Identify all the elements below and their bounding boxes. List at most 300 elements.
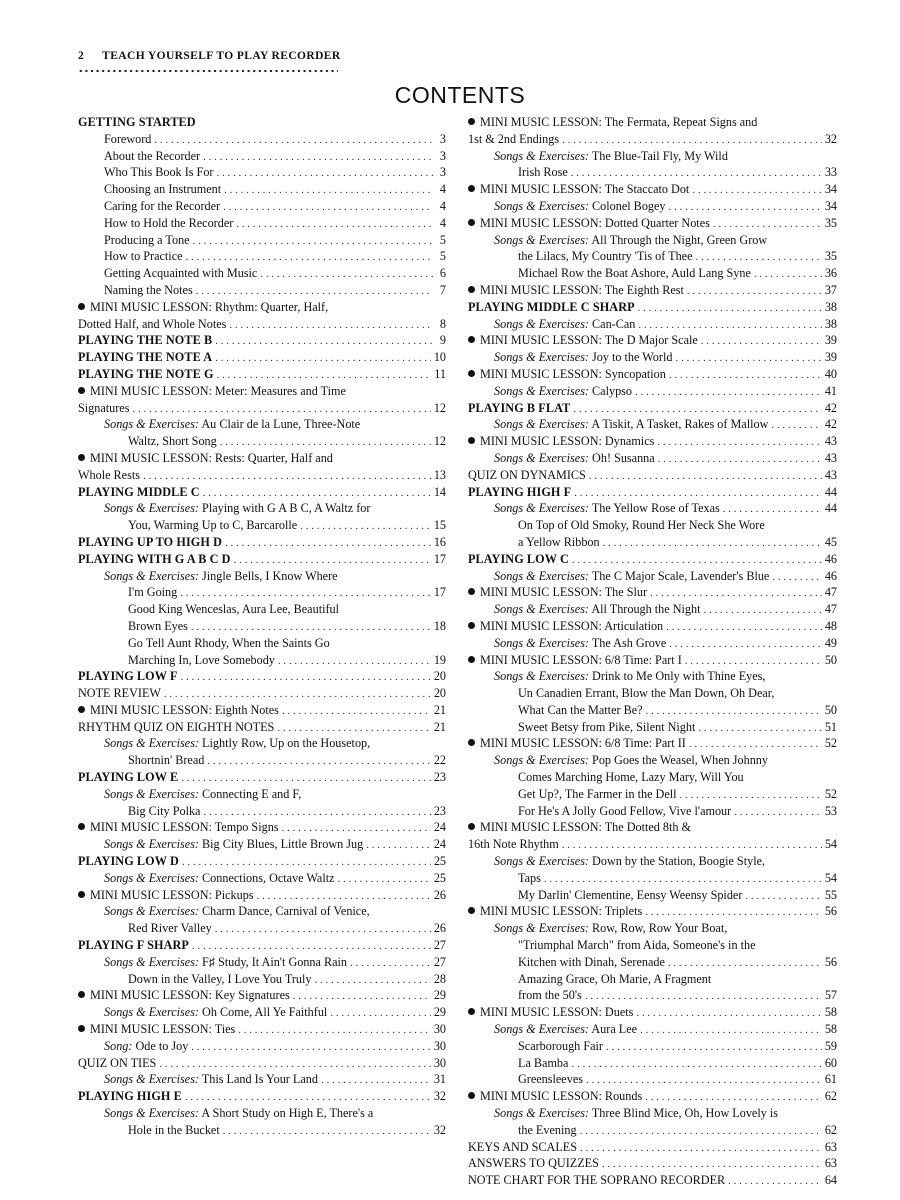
dot-leader [571,1056,821,1072]
toc-entry-title: MINI MUSIC LESSON: Dotted Quarter Notes [480,215,710,230]
toc-mini-lesson-entry [468,1088,837,1105]
toc-page-number: 15 [433,518,446,533]
toc-page-number: 39 [824,333,837,348]
toc-page-number: 19 [433,652,446,667]
toc-entry [78,232,446,249]
toc-entry-prefix: Songs & Exercises: [104,1005,199,1020]
toc-entry-prefix: Songs & Exercises: [494,501,589,516]
toc-mini-lesson-entry [468,735,837,752]
toc-page-number: 36 [824,266,837,281]
toc-entry [468,248,837,265]
toc-entry-title: Songs & Exercises: Calypso [494,383,632,398]
toc-entry [78,164,446,181]
toc-entry-title: PLAYING LOW C [468,551,569,566]
toc-entry-title: MINI MUSIC LESSON: The Slur [480,585,648,600]
toc-section-heading [78,114,446,131]
toc-entry-title: Songs & Exercises: Colonel Bogey [494,198,666,213]
toc-entry-title: PLAYING B FLAT [468,400,571,415]
toc-page-number: 35 [824,249,837,264]
toc-entry-title: PLAYING LOW F [78,669,178,684]
toc-entry [78,400,446,417]
toc-entry-title: PLAYING THE NOTE A [78,350,213,365]
toc-page-number: 35 [824,215,837,230]
toc-entry-title: Kitchen with Dinah, Serenade [518,954,665,969]
dot-leader [180,585,431,601]
bullet-icon [468,656,475,663]
toc-mini-lesson-entry [468,282,837,299]
toc-page-number: 56 [824,904,837,919]
bullet-icon [78,706,85,713]
dot-leader [635,384,822,400]
toc-page-number: 21 [433,702,446,717]
toc-entry [468,1155,837,1172]
toc-entry [468,1055,837,1072]
toc-entry-prefix: Songs & Exercises: [494,635,589,650]
dot-leader [585,988,822,1004]
toc-entry-title: Songs & Exercises: Down by the Station, Boogie Style, [494,854,766,869]
toc-entry [468,1139,837,1156]
toc-mini-lesson-entry [78,299,446,316]
dot-leader [680,787,822,803]
dot-leader [669,199,822,215]
toc-entry [468,148,837,165]
toc-page-number: 63 [824,1139,837,1154]
toc-entry-prefix: Songs & Exercises: [494,350,589,365]
toc-entry [78,148,446,165]
toc-entry-prefix: Songs & Exercises: [494,753,589,768]
toc-entry-title: Red River Valley [128,921,212,936]
toc-page-number: 44 [824,484,837,499]
toc-entry [468,534,837,551]
toc-page-number: 5 [439,249,446,264]
toc-entry-title: 1st & 2nd Endings [468,131,560,146]
toc-section-heading [78,937,446,954]
dot-leader [181,770,431,786]
toc-page-number: 3 [439,148,446,163]
toc-page-number: 18 [433,618,446,633]
dot-leader [154,132,433,148]
toc-entry [78,1004,446,1021]
dot-leader [300,518,431,534]
dot-leader [277,720,430,736]
toc-entry [468,702,837,719]
toc-section-heading [468,299,837,316]
toc-entry-title: Un Canadien Errant, Blow the Man Down, Oh Dear, [518,686,775,701]
toc-entry-prefix: Songs & Exercises: [494,854,589,869]
toc-entry [468,1071,837,1088]
toc-entry [468,987,837,1004]
toc-entry [468,383,837,400]
dot-leader [562,132,822,148]
toc-entry-title: MINI MUSIC LESSON: Tempo Signs [90,820,279,835]
toc-entry [468,198,837,215]
bullet-icon [78,303,85,310]
toc-entry [78,635,446,652]
toc-entry [468,887,837,904]
dot-leader [207,753,430,769]
toc-page-number: 27 [433,938,446,953]
dot-leader [580,1140,822,1156]
running-header [78,50,340,62]
toc-entry-title: You, Warming Up to C, Barcarolle [128,518,298,533]
dot-leader [193,233,433,249]
toc-mini-lesson-entry [78,887,446,904]
toc-entry-title: PLAYING WITH G A B C D [78,551,231,566]
dot-leader [191,1039,431,1055]
toc-entry-title: MINI MUSIC LESSON: Duets [480,1005,634,1020]
toc-entry [468,164,837,181]
toc-section-heading [468,551,837,568]
toc-entry [468,131,837,148]
toc-entry-prefix: Songs & Exercises: [494,1106,589,1121]
toc-entry-title: PLAYING LOW D [78,854,179,869]
toc-entry-title: ANSWERS TO QUIZZES [468,1156,599,1171]
toc-page-number: 17 [433,551,446,566]
bullet-icon [468,823,475,830]
toc-mini-lesson-entry [468,332,837,349]
toc-entry-title: Go Tell Aunt Rhody, When the Saints Go [128,635,330,650]
toc-entry-title: About the Recorder [104,148,201,163]
toc-entry-title: Greensleeves [518,1072,583,1087]
toc-section-heading [78,349,446,366]
toc-entry [78,752,446,769]
toc-entry [78,584,446,601]
toc-entry-title: Songs & Exercises: Pop Goes the Weasel, When Johnny [494,753,768,768]
toc-entry-prefix: Songs & Exercises: [104,1106,199,1121]
toc-entry-prefix: Songs & Exercises: [104,904,199,919]
toc-section-heading [78,551,446,568]
toc-entry-title: Songs & Exercises: Au Clair de la Lune, Three-Note [104,417,361,432]
toc-entry [78,265,446,282]
toc-page-number: 55 [824,887,837,902]
toc-entry-title: a Yellow Ribbon [518,534,600,549]
toc-entry [78,131,446,148]
toc-page-number: 64 [824,1173,837,1188]
toc-entry-title: PLAYING THE NOTE G [78,366,214,381]
bullet-icon [468,118,475,125]
toc-entry-title: "Triumphal March" from Aida, Someone's in the [518,938,756,953]
dot-leader [224,182,433,198]
toc-page-number: 50 [824,702,837,717]
toc-entry-prefix: Songs & Exercises: [494,316,589,331]
toc-entry-prefix: Songs & Exercises: [494,921,589,936]
toc-entry [468,668,837,685]
toc-page-number: 37 [824,282,837,297]
toc-page-number: 59 [824,1038,837,1053]
bullet-icon [78,891,85,898]
toc-entry-title: La Bamba [518,1055,569,1070]
toc-entry [78,954,446,971]
toc-entry-title: Songs & Exercises: The Yellow Rose of Texas [494,501,720,516]
toc-entry [468,450,837,467]
toc-page-number: 16 [433,534,446,549]
toc-entry [78,1122,446,1139]
toc-entry [78,652,446,669]
dot-leader [366,837,431,853]
toc-entry-title: Signatures [78,400,130,415]
toc-page-number: 54 [824,837,837,852]
dot-leader [771,417,821,433]
toc-entry [78,836,446,853]
toc-entry-title: Songs & Exercises: A Tiskit, A Tasket, Rakes of Mallow [494,417,769,432]
toc-section-heading [468,400,837,417]
toc-page-number: 56 [824,954,837,969]
dot-leader [580,1123,822,1139]
toc-entry-title: Songs & Exercises: Lightly Row, Up on the Housetop, [104,736,371,751]
toc-entry-title: the Evening [518,1122,577,1137]
toc-page-number: 42 [824,417,837,432]
toc-page-number: 51 [824,719,837,734]
toc-mini-lesson-entry [468,215,837,232]
toc-page-number: 48 [824,618,837,633]
toc-entry-title: PLAYING F SHARP [78,938,189,953]
toc-entry-title: MINI MUSIC LESSON: Rounds [480,1089,643,1104]
toc-entry [468,232,837,249]
dot-leader [640,1022,822,1038]
toc-entry [78,1105,446,1122]
dot-leader [646,703,822,719]
toc-entry-title: from the 50's [518,988,582,1003]
toc-entry [468,719,837,736]
toc-entry [468,769,837,786]
toc-entry [78,500,446,517]
toc-entry [78,618,446,635]
toc-entry-title: Down in the Valley, I Love You Truly [128,971,312,986]
toc-column-left [78,114,446,1139]
toc-entry-title: Songs & Exercises: The C Major Scale, Lavender's Blue [494,568,770,583]
toc-entry-title: Michael Row the Boat Ashore, Auld Lang Syne [518,266,751,281]
toc-entry-title: PLAYING LOW E [78,770,179,785]
toc-entry-title: Producing a Tone [104,232,190,247]
dot-leader [772,569,821,585]
toc-page-number: 58 [824,1022,837,1037]
toc-page-number: 20 [433,686,446,701]
toc-mini-lesson-entry [78,702,446,719]
toc-page-number: 50 [824,652,837,667]
toc-entry-title: Taps [518,870,541,885]
header-dotted-rule [78,69,338,73]
toc-entry-prefix: Songs & Exercises: [494,148,589,163]
toc-entry-title: Naming the Notes [104,282,193,297]
toc-entry [468,853,837,870]
toc-entry [468,517,837,534]
toc-mini-lesson-entry [468,584,837,601]
toc-mini-lesson-entry [78,450,446,467]
dot-leader [181,669,431,685]
toc-page-number: 62 [824,1122,837,1137]
toc-page-number: 27 [433,954,446,969]
dot-leader [215,333,433,349]
dot-leader [586,1072,822,1088]
dot-leader [229,317,433,333]
toc-entry [468,1122,837,1139]
toc-entry [468,265,837,282]
dot-leader [203,485,431,501]
toc-entry-title: Songs & Exercises: Can-Can [494,316,636,331]
toc-entry [78,971,446,988]
toc-entry [468,752,837,769]
toc-entry [468,349,837,366]
toc-entry [78,467,446,484]
toc-entry-title: Caring for the Recorder [104,198,221,213]
toc-page-number: 57 [824,988,837,1003]
toc-entry-title: MINI MUSIC LESSON: Syncopation [480,366,666,381]
toc-entry-title: Songs & Exercises: This Land Is Your Land [104,1072,318,1087]
toc-entry-title: What Can the Matter Be? [518,702,643,717]
toc-entry-title: MINI MUSIC LESSON: The Fermata, Repeat Signs and [480,115,758,129]
dot-leader [728,1173,822,1189]
dot-leader [636,1005,821,1021]
bullet-icon [468,739,475,746]
dot-leader [696,249,822,265]
toc-page-number: 31 [433,1072,446,1087]
toc-page-number: 46 [824,551,837,566]
toc-entry [468,1021,837,1038]
toc-entry-title: Dotted Half, and Whole Notes [78,316,227,331]
dot-leader [215,350,431,366]
toc-page-number: 14 [433,484,446,499]
toc-entry-prefix: Songs & Exercises: [494,383,589,398]
toc-page-number: 9 [439,333,446,348]
toc-entry-title: Song: Ode to Joy [104,1038,189,1053]
toc-mini-lesson-entry [78,1021,446,1038]
toc-page-number: 38 [824,316,837,331]
toc-page-number: 26 [433,921,446,936]
toc-page-number: 47 [824,602,837,617]
toc-page-number: 23 [433,770,446,785]
toc-mini-lesson-entry [468,1004,837,1021]
toc-entry-title: Shortnin' Bread [128,753,205,768]
dot-leader [257,888,431,904]
toc-entry [78,685,446,702]
toc-page-number: 33 [824,165,837,180]
toc-entry-prefix: Songs & Exercises: [494,602,589,617]
toc-page-number: 60 [824,1055,837,1070]
dot-leader [278,653,431,669]
bullet-icon [468,588,475,595]
toc-entry-title: QUIZ ON DYNAMICS [468,467,586,482]
toc-page-number: 7 [439,282,446,297]
toc-entry-title: Songs & Exercises: Charm Dance, Carnival of Venice, [104,904,370,919]
dot-leader [217,367,432,383]
toc-entry [468,1038,837,1055]
toc-entry-title: Songs & Exercises: Big City Blues, Little Brown Jug [104,837,364,852]
toc-entry [78,282,446,299]
toc-mini-lesson-entry [78,819,446,836]
toc-entry [468,416,837,433]
bullet-icon [468,370,475,377]
dot-leader [638,317,821,333]
dot-leader [225,535,431,551]
toc-entry-title: QUIZ ON TIES [78,1055,157,1070]
toc-page-number: 10 [433,350,446,365]
book-title: TEACH YOURSELF TO PLAY RECORDER [102,50,341,62]
toc-entry-title: Who This Book Is For [104,165,214,180]
toc-entry-title: MINI MUSIC LESSON: Articulation [480,618,664,633]
toc-page-number: 4 [439,182,446,197]
toc-entry [78,198,446,215]
toc-section-heading [78,366,446,383]
dot-leader [223,199,433,215]
toc-page-number: 28 [433,971,446,986]
toc-entry [468,1105,837,1122]
dot-leader [192,938,431,954]
toc-page-number: 52 [824,736,837,751]
toc-section-heading [78,332,446,349]
toc-mini-lesson-entry [468,114,837,131]
toc-entry-title: MINI MUSIC LESSON: Dynamics [480,434,655,449]
toc-entry-title: Choosing an Instrument [104,182,222,197]
toc-entry-title: Songs & Exercises: F♯ Study, It Ain't Gonna Rain [104,954,347,969]
toc-entry-title: Waltz, Short Song [128,434,217,449]
toc-entry-prefix: Songs & Exercises: [104,954,199,969]
dot-leader [196,283,433,299]
toc-entry-title: Songs & Exercises: All Through the Night, Green Grow [494,232,768,247]
toc-page-number: 13 [433,467,446,482]
toc-entry [78,1038,446,1055]
toc-mini-lesson-entry [78,987,446,1004]
toc-page-number: 34 [824,198,837,213]
toc-entry [468,803,837,820]
toc-page-number: 41 [824,383,837,398]
dot-leader [606,1039,822,1055]
toc-page-number: 32 [824,131,837,146]
bullet-icon [78,823,85,830]
toc-mini-lesson-entry [468,903,837,920]
toc-page-number: 25 [433,854,446,869]
dot-leader [572,552,822,568]
toc-entry-prefix: Songs & Exercises: [494,198,589,213]
toc-page-number: 43 [824,467,837,482]
dot-leader [574,485,822,501]
toc-entry [78,1055,446,1072]
toc-entry-prefix: Songs & Exercises: [104,786,199,801]
toc-entry-title: PLAYING THE NOTE B [78,333,213,348]
toc-entry [78,903,446,920]
dot-leader [260,266,433,282]
toc-entry-title: Getting Acquainted with Music [104,266,258,281]
toc-entry [78,316,446,333]
toc-page-number: 5 [439,232,446,247]
toc-entry-title: RHYTHM QUIZ ON EIGHTH NOTES [78,719,275,734]
dot-leader [657,434,821,450]
toc-entry [468,601,837,618]
toc-entry [78,786,446,803]
dot-leader [745,888,821,904]
toc-page-number: 21 [433,719,446,734]
toc-section-heading [78,668,446,685]
toc-entry-title: Songs & Exercises: Connections, Octave Waltz [104,870,335,885]
dot-leader [698,720,821,736]
toc-page-number: 30 [433,1022,446,1037]
dot-leader [321,1072,431,1088]
toc-entry-title: PLAYING HIGH E [78,1089,182,1104]
toc-entry-prefix: Songs & Exercises: [494,568,589,583]
toc-page-number: 43 [824,434,837,449]
toc-page-number: 3 [439,165,446,180]
toc-entry-title: MINI MUSIC LESSON: Rests: Quarter, Half and [90,450,333,465]
dot-leader [186,249,433,265]
toc-page-number: 6 [439,266,446,281]
dot-leader [675,350,821,366]
toc-page-number: 49 [824,635,837,650]
toc-entry-prefix: Songs & Exercises: [494,1022,589,1037]
dot-leader [182,854,431,870]
toc-page-number: 12 [433,400,446,415]
dot-leader [185,1089,431,1105]
toc-entry [78,248,446,265]
dot-leader [143,468,431,484]
